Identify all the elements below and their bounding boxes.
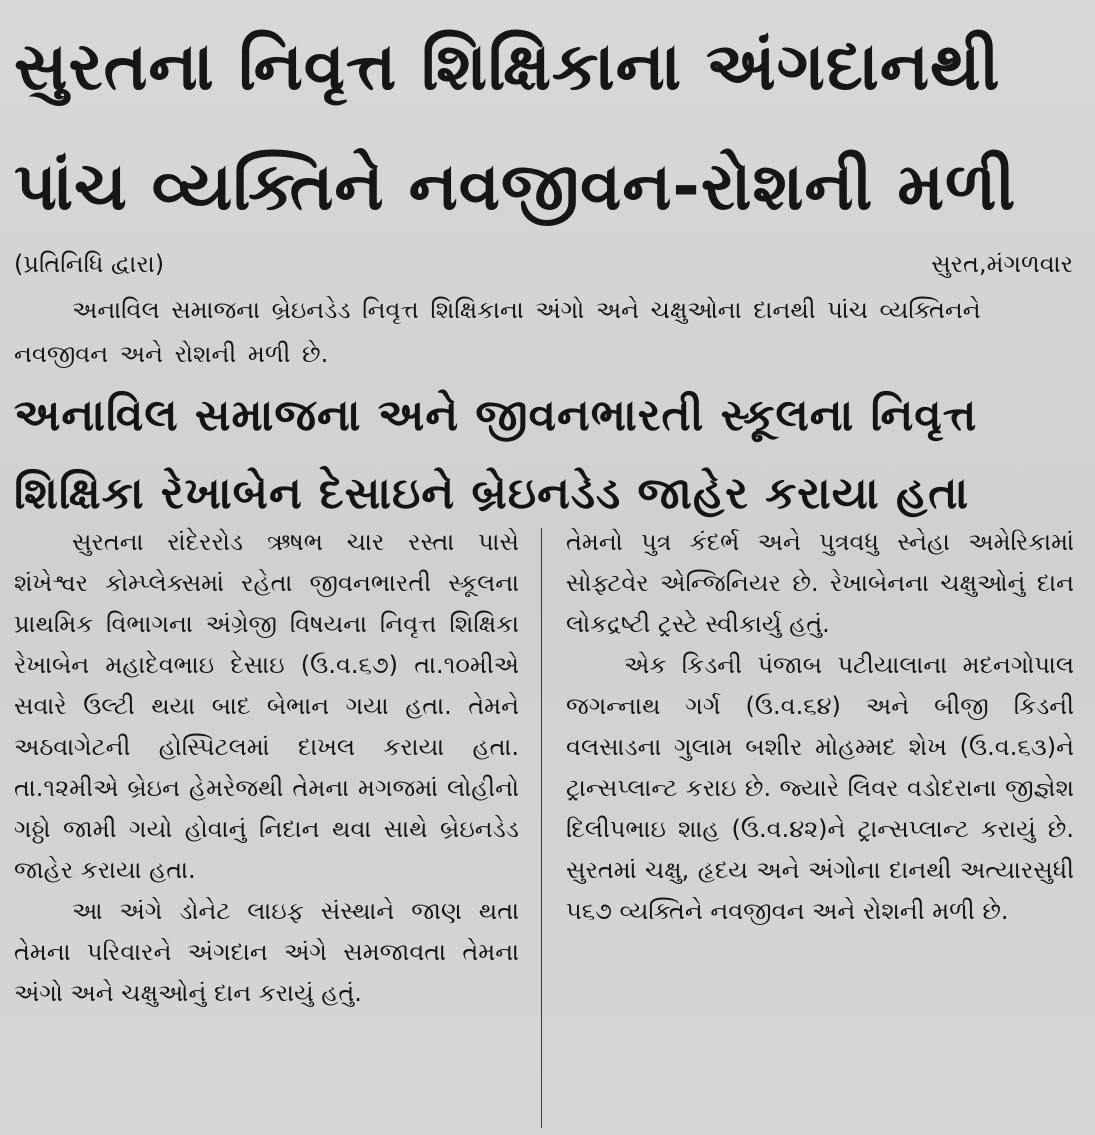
byline-row	[14, 244, 1073, 284]
headline-line-1: સુરતના નિવૃત્ત શિક્ષિકાના અંગદાનથી	[14, 28, 1001, 105]
body-paragraph: આ અંગે ડોનેટ લાઇફ સંસ્થાને જાણ થતા તેમના પરિવારને અંગદાન અંગે સમજાવતા તેમના અંગો અને ચક્ષુઓનું દાન કરાયું હતું.	[14, 897, 519, 1007]
dateline: સુરત,મંગળવાર	[931, 250, 1073, 278]
body-paragraph: તેમનો પુત્ર કંદર્ભ અને પુત્રવધુ સ્નેહા અમેરિકામાં સોફ્ટવેર એન્જિનિયર છે. રેખાબેનના ચક્ષુઓનું દાન લોકદ્રષ્ટી ટ્રસ્ટે સ્વીકાર્યુ હતું.	[566, 528, 1074, 638]
byline: (પ્રતિનિધિ દ્વારા)	[14, 250, 165, 278]
subheadline-line-1: અનાવિલ સમાજના અને જીવનભારતી સ્કૂલના નિવૃત્ત	[14, 390, 978, 441]
body-paragraph: સુરતના રાંદેરરોડ ઋષભ ચાર રસ્તા પાસે શંખેશ્વર કોમ્પ્લેક્સમાં રહેતા જીવનભારતી સ્કૂલના પ્રાથમિક વિભાગના અંગ્રેજી વિષયના નિવૃત્ત શિક્ષિકા રેખાબેન મહાદેવભાઇ દેસાઇ (ઉ.વ.૬૭) તા.૧૦મીએ સવારે ઉલ્ટી થયા બાદ બેભાન ગયા હતા. તેમને અઠવાગેટની હોસ્પિટલમાં દાખલ કરાયા હતા. તા.૧૨મીએ બ્રેઇન હેમરેજથી તેમના મગજમાં લોહીનો ગઠ્ઠો જામી ગયો હોવાનું નિદાન થવા સાથે બ્રેઇનડેડ જાહેર કરાયા હતા.	[14, 528, 519, 884]
body-paragraph: એક કિડની પંજાબ પટીયાલાના મદનગોપાલ જગન્નાથ ગર્ગ (ઉ.વ.૬૪) અને બીજી કિડની વલસાડના ગુલામ બશીર મોહમ્મદ શેખ (ઉ.વ.૬૩)ને ટ્રાન્સપ્લાન્ટ કરાઇ છે. જ્યારે લિવર વડોદરાના જીજ્ઞેશ દિલીપભાઇ શાહ (ઉ.વ.૪૨)ને ટ્રાન્સપ્લાન્ટ કરાયું છે. સુરતમાં ચક્ષુ, હૃદય અને અંગોના દાનથી અત્યારસુધી ૫૬૭ વ્યક્તિને નવજીવન અને રોશની મળી છે.	[566, 651, 1074, 925]
column-divider	[541, 528, 542, 1128]
article-column-left	[14, 522, 519, 1014]
headline-line-2: પાંચ વ્યક્તિને નવજીવન-રોશની મળી	[14, 148, 1017, 225]
article-column-right	[566, 522, 1074, 932]
subheadline-line-2: શિક્ષિકા રેખાબેન દેસાઇને બ્રેઇનડેડ જાહેર કરાયા હતા	[14, 468, 970, 519]
intro-paragraph: અનાવિલ સમાજના બ્રેઇનડેડ નિવૃત્ત શિક્ષિકાના અંગો અને ચક્ષુઓના દાનથી પાંચ વ્યક્તિનને નવજીવન અને રોશની મળી છે.	[14, 296, 981, 368]
